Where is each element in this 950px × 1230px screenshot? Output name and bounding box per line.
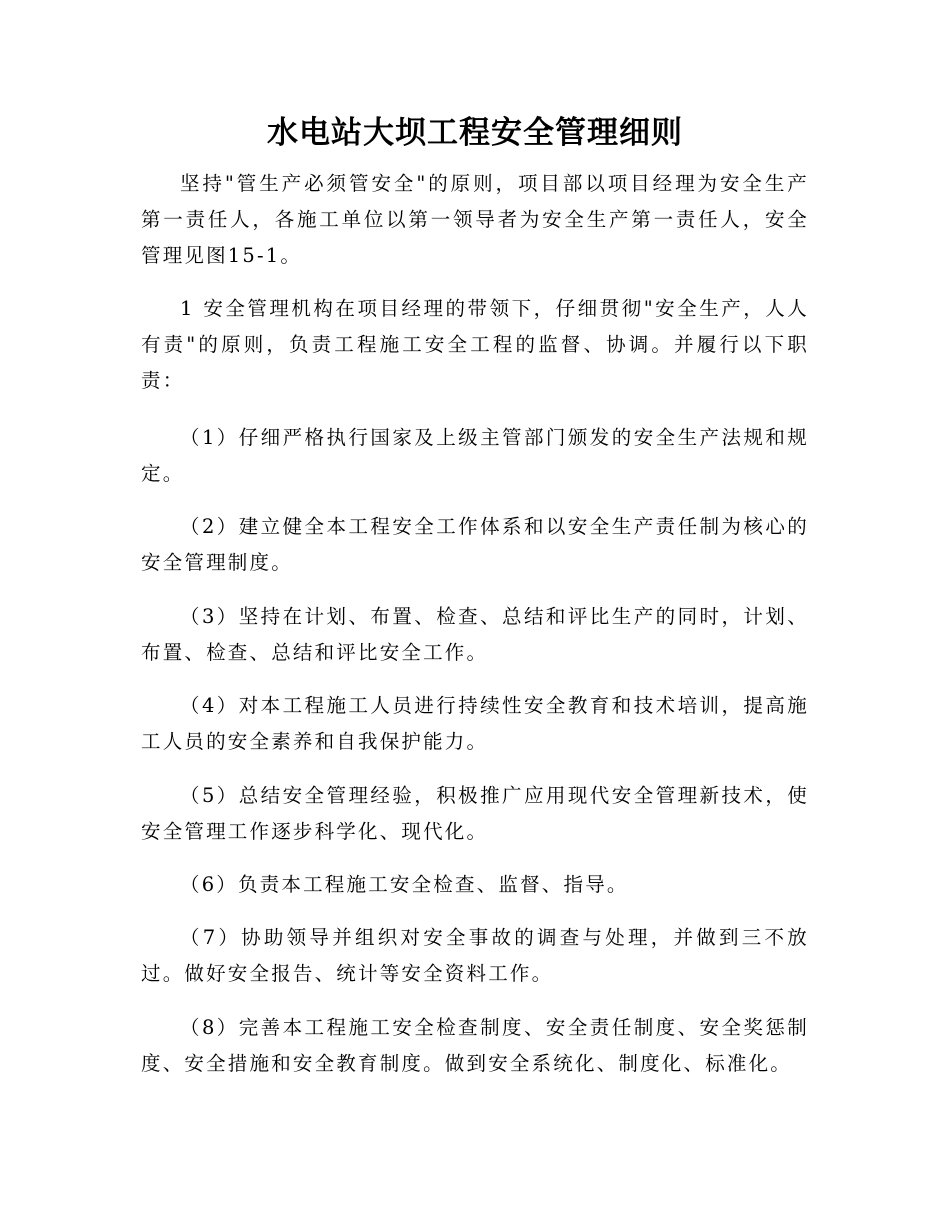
duty-item-8: （8）完善本工程施工安全检查制度、安全责任制度、安全奖惩制度、安全措施和安全教育制度。做到安全系统化、制度化、标准化。 [141,1016,809,1075]
document-title: 水电站大坝工程安全管理细则 [267,115,683,151]
main-clause-paragraph: 1 安全管理机构在项目经理的带领下，仔细贯彻"安全生产，人人有责"的原则，负责工程施工安全工程的监督、协调。并履行以下职责： [141,297,809,392]
duty-item-1: （1）仔细严格执行国家及上级主管部门颁发的安全生产法规和规定。 [141,426,809,485]
duty-item-6: （6）负责本工程施工安全检查、监督、指导。 [180,873,629,896]
duty-item-3: （3）坚持在计划、布置、检查、总结和评比生产的同时，计划、布置、检查、总结和评比安全工作。 [141,605,809,664]
duty-item-4: （4）对本工程施工人员进行持续性安全教育和技术培训，提高施工人员的安全素养和自我保护能力。 [141,694,809,753]
intro-paragraph: 坚持"管生产必须管安全"的原则，项目部以项目经理为安全生产第一责任人，各施工单位以第一领导者为安全生产第一责任人，安全管理见图15-1。 [141,172,809,267]
duty-item-5: （5）总结安全管理经验，积极推广应用现代安全管理新技术，使安全管理工作逐步科学化、现代化。 [141,784,809,843]
duty-item-7: （7）协助领导并组织对安全事故的调查与处理，并做到三不放过。做好安全报告、统计等安全资料工作。 [141,926,809,985]
duty-item-2: （2）建立健全本工程安全工作体系和以安全生产责任制为核心的安全管理制度。 [141,515,809,574]
